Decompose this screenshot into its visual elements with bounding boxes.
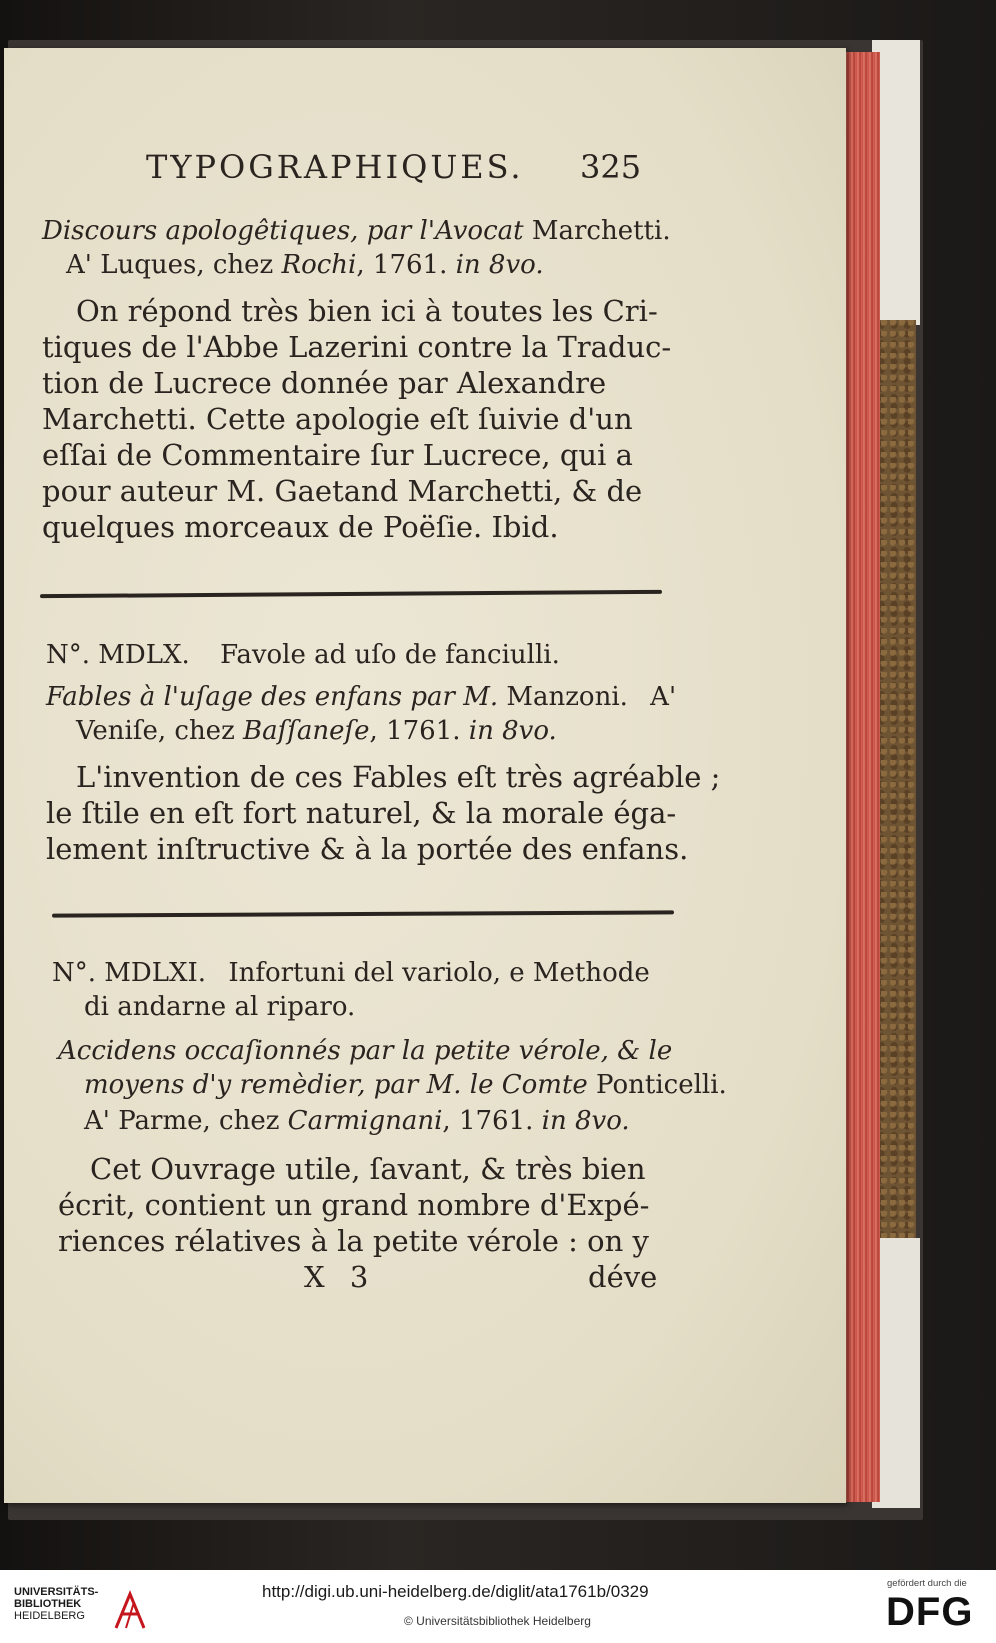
library-name-line: HEIDELBERG xyxy=(14,1610,85,1622)
dfg-logo[interactable]: DFG xyxy=(886,1590,974,1634)
entry-c-imprint-printer: Carmignani xyxy=(287,1106,443,1136)
entry-a-body-line: tion de Lucrece donnée par Alexandre xyxy=(42,366,607,400)
entry-c-heading xyxy=(52,958,650,988)
entry-a-body-line: eſſai de Commentaire ſur Lucrece, qui a xyxy=(42,438,633,472)
entry-b-number: N°. MDLX. xyxy=(46,640,190,670)
entry-b-translation-author: Manzoni. xyxy=(506,682,628,712)
library-logo[interactable] xyxy=(14,1586,164,1634)
entry-a-imprint-printer: Rochi xyxy=(281,250,357,280)
entry-b-body-line: L'invention de ces Fables eſt très agréable ; xyxy=(76,760,721,794)
entry-c-translation-line: Accidens occaſionnés par la petite vérole, & le xyxy=(58,1036,673,1066)
entry-c-body-line: riences rélatives à la petite vérole : on y xyxy=(58,1224,649,1258)
entry-b-heading xyxy=(46,640,560,670)
entry-b-imprint xyxy=(76,716,557,746)
entry-b-original-title: Favole ad uſo de fanciulli. xyxy=(220,640,560,670)
library-emblem-icon xyxy=(110,1590,150,1632)
entry-a-title-italic: Discours apologêtiques, par l'Avocat xyxy=(42,216,524,246)
entry-b-imprint-year: , 1761. xyxy=(369,716,461,746)
copyright-notice: © Universitätsbibliothek Heidelberg xyxy=(404,1614,591,1628)
entry-a-imprint-format: in 8vo. xyxy=(455,250,544,280)
catchword: déve xyxy=(588,1260,658,1294)
entry-c-imprint-format: in 8vo. xyxy=(541,1106,630,1136)
permalink-url[interactable]: http://digi.ub.uni-heidelberg.de/diglit/ata1761b/0329 xyxy=(262,1582,649,1601)
entry-c-imprint xyxy=(84,1106,630,1136)
entry-c-translation-title: moyens d'y remèdier, par M. le Comte xyxy=(84,1070,588,1100)
entry-b-translation-place-prefix: A' xyxy=(650,682,677,712)
entry-b-body-line: lement inſtructive & à la portée des enfans. xyxy=(46,832,689,866)
entry-c-original-title-cont: di andarne al riparo. xyxy=(84,992,356,1022)
entry-c-translation-line2 xyxy=(84,1070,727,1100)
entry-a-title xyxy=(42,216,671,246)
book-page xyxy=(4,48,846,1503)
entry-a-body-line: Marchetti. Cette apologie eſt ſuivie d'un xyxy=(42,402,633,436)
entry-b-imprint-format: in 8vo. xyxy=(468,716,557,746)
viewer-footer xyxy=(0,1570,996,1643)
entry-a-body-line: pour auteur M. Gaetand Marchetti, & de xyxy=(42,474,643,508)
entry-a-imprint-year: , 1761. xyxy=(356,250,448,280)
entry-c-number: N°. MDLXI. xyxy=(52,958,207,988)
entry-a-title-author: Marchetti. xyxy=(531,216,671,246)
entry-c-imprint-place: A' Parme, chez xyxy=(84,1106,280,1136)
library-name-line: UNIVERSITÄTS- xyxy=(14,1586,99,1598)
entry-c-imprint-year: , 1761. xyxy=(442,1106,534,1136)
entry-b-imprint-place: Veniſe, chez xyxy=(76,716,235,746)
entry-c-body-line: écrit, contient un grand nombre d'Expé- xyxy=(58,1188,650,1222)
entry-c-body-line: Cet Ouvrage utile, ſavant, & très bien xyxy=(90,1152,646,1186)
entry-c-original-title: Infortuni del variolo, e Methode xyxy=(228,958,650,988)
separator-rule xyxy=(52,910,674,917)
entry-a-body-line: On répond très bien ici à toutes les Cri- xyxy=(76,294,658,328)
separator-rule xyxy=(40,590,662,598)
funding-label: gefördert durch die xyxy=(887,1578,967,1589)
library-name xyxy=(14,1586,98,1622)
entry-a-imprint xyxy=(66,250,544,280)
signature-mark: X 3 xyxy=(304,1260,377,1294)
running-head: TYPOGRAPHIQUES. xyxy=(146,148,524,186)
library-name-line: BIBLIOTHEK xyxy=(14,1598,82,1610)
entry-a-imprint-place: A' Luques, chez xyxy=(66,250,274,280)
entry-c-translation-author: Ponticelli. xyxy=(596,1070,727,1100)
entry-b-imprint-printer: Baſſaneſe xyxy=(243,716,370,746)
entry-a-body-line: tiques de l'Abbe Lazerini contre la Traduc- xyxy=(42,330,672,364)
entry-a-body-line: quelques morceaux de Poëſie. Ibid. xyxy=(42,510,559,544)
page-number: 325 xyxy=(580,148,642,186)
entry-b-translation-title: Fables à l'uſage des enfans par M. xyxy=(46,682,499,712)
entry-b-translation xyxy=(46,682,676,712)
entry-b-body-line: le ſtile en eſt fort naturel, & la morale éga- xyxy=(46,796,677,830)
